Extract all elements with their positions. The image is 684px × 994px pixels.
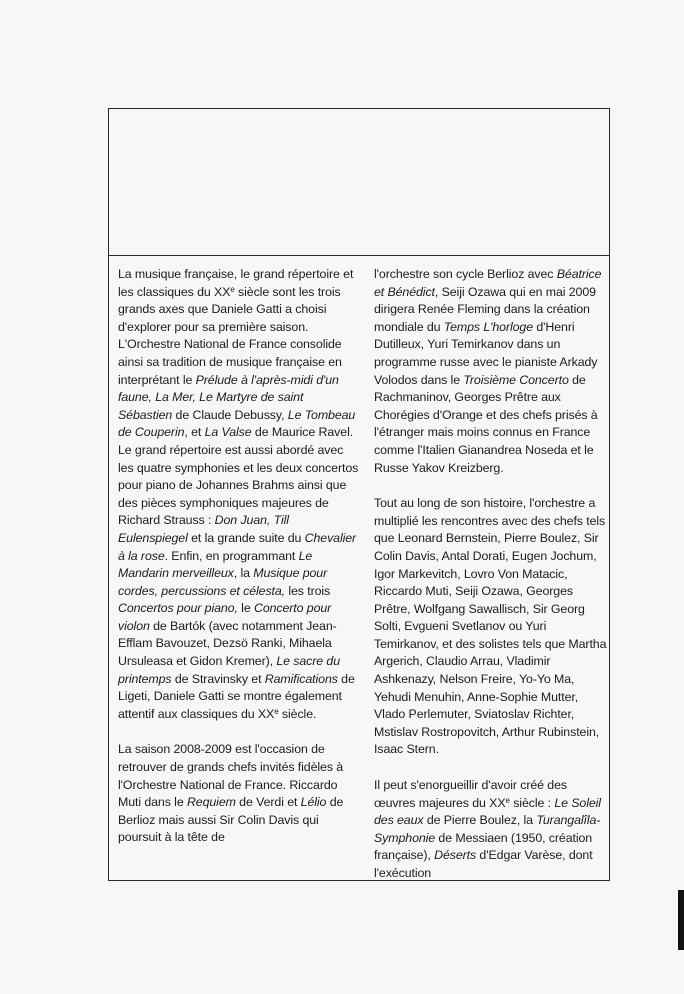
italic-title: Prélude à l'après-midi d'un faune, La Mer, Le Martyre de saint Sébastien (118, 372, 339, 422)
italic-title: Le Soleil des eaux (374, 795, 601, 828)
text-run: . Enfin, en programmant (164, 548, 299, 563)
italic-title: Don Juan, Till Eulenspiegel (118, 513, 289, 545)
paragraph-p4 (374, 495, 610, 759)
text-run: le (237, 601, 254, 616)
text-run: siècle sont les trois grands axes que Daniele Gatti a choisi d'explorer pour sa première saison. L'Orchestre National de France consolide ainsi sa tradition de musique française en interprétant le (118, 284, 342, 387)
scan-edge-mark (678, 890, 684, 950)
text-run: siècle. (278, 706, 317, 721)
text-run: l'orchestre son cycle Berlioz avec (374, 267, 557, 281)
paragraph-p5 (374, 777, 610, 883)
text-run: de Pierre Boulez, la (423, 813, 537, 828)
italic-title: Concertos pour piano, (118, 601, 238, 616)
italic-title: Ramifications (264, 671, 338, 686)
italic-title: Le sacre du printemps (118, 654, 340, 686)
text-run: Il peut s'enorgueillir d'avoir créé des œuvres majeures du XX (374, 778, 567, 810)
article-frame (108, 108, 610, 881)
italic-title: Troisième Concerto (463, 372, 569, 387)
text-run: Tout au long de son histoire, l'orchestre a multiplié les rencontres avec des chefs tels que Leonard Bernstein, Pierre Boulez, Sir Colin Davis, Antal Dorati, Eugen Jochum, Igor Markevitch, Lovro Von Matacic, Riccardo Muti, Seiji Ozawa, Georges Prêtre, Wolfgang Sawallisch, Sir Georg Solti, Evgueni Svetlanov ou Yuri Temirkanov, et des solistes tels que Martha Argerich, Claudio Arrau, Vladimir Ashkenazy, Nelson Freire, Yo-Yo Ma, Yehudi Menuhin, Anne-Sophie Mutter, Vlado Perlemuter, Sviatoslav Richter, Mstislav Rostropovitch, Arthur Rubinstein, Isaac Stern. (374, 496, 607, 757)
text-run: et la grande suite du (187, 530, 305, 545)
paragraph-p1 (118, 266, 359, 723)
italic-title: Musique pour cordes, percussions et célesta, (118, 566, 328, 598)
paragraph-p2 (118, 741, 359, 847)
text-run: de Berlioz mais aussi Sir Colin Davis qui poursuit à la tête de (118, 795, 344, 845)
italic-title: Concerto pour violon (118, 601, 332, 633)
italic-title: Temps L'horloge (443, 319, 534, 334)
text-run: siècle : (509, 795, 555, 810)
italic-title: Chevalier à la rose (118, 530, 357, 563)
text-run: de Maurice Ravel. Le grand répertoire est aussi abordé avec les quatre symphonies et les deux concertos pour piano de Johannes Brahms ainsi que des pièces symphoniques majeures de Richard Strauss : (118, 425, 359, 528)
text-run: de Verdi et (235, 795, 301, 810)
italic-title: Turangalîla-Symphonie (374, 813, 601, 845)
text-run: les trois (285, 583, 331, 598)
text-run: , Seiji Ozawa qui en mai 2009 dirigera Renée Fleming dans la création mondiale du (374, 284, 596, 334)
paragraph-p3 (374, 266, 610, 477)
italic-title: Lélio (300, 795, 327, 810)
italic-title: Béatrice et Bénédict (374, 267, 602, 299)
text-run: La musique française, le grand répertoire et les classiques du XX (118, 267, 354, 299)
text-run: , et (184, 425, 205, 440)
italic-title: La Valse (204, 425, 252, 440)
italic-title: Requiem (186, 795, 236, 810)
superscript: e (230, 284, 235, 294)
text-run: La saison 2008-2009 est l'occasion de retrouver de grands chefs invités fidèles à l'Orchestre National de France. Riccardo Muti dans le (118, 742, 344, 810)
right-column (374, 266, 610, 901)
blank-header-box (109, 109, 609, 256)
text-run: de Bartók (avec notamment Jean-Efflam Bavouzet, Dezsö Ranki, Mihaela Ursuleasa et Gidon Kremer), (118, 618, 337, 669)
text-run: de Rachmaninov, Georges Prêtre aux Chorégies d'Orange et des chefs prisés à l'étranger mais moins connus en France comme l'Italien Gianandrea Noseda et le Russe Yakov Kreizberg. (374, 372, 598, 475)
text-run: de Stravinsky et (171, 671, 265, 686)
text-run: d'Edgar Varèse, dont l'exécution (374, 848, 593, 880)
italic-title: Déserts (434, 848, 477, 863)
text-run: d'Henri Dutilleux, Yuri Temirkanov dans un programme russe avec le pianiste Arkady Volodos dans le (374, 319, 598, 387)
text-run: de Ligeti, Daniele Gatti se montre également attentif aux classiques du XX (118, 671, 355, 721)
italic-title: Le Mandarin merveilleux (118, 548, 313, 581)
superscript: e (505, 795, 510, 805)
italic-title: Le Tombeau de Couperin (118, 407, 356, 440)
text-run: de Claude Debussy, (172, 407, 288, 422)
text-run: , la (233, 566, 254, 581)
superscript: e (274, 706, 279, 716)
left-column (118, 266, 359, 865)
text-run: de Messiaen (1950, création française), (374, 830, 593, 863)
